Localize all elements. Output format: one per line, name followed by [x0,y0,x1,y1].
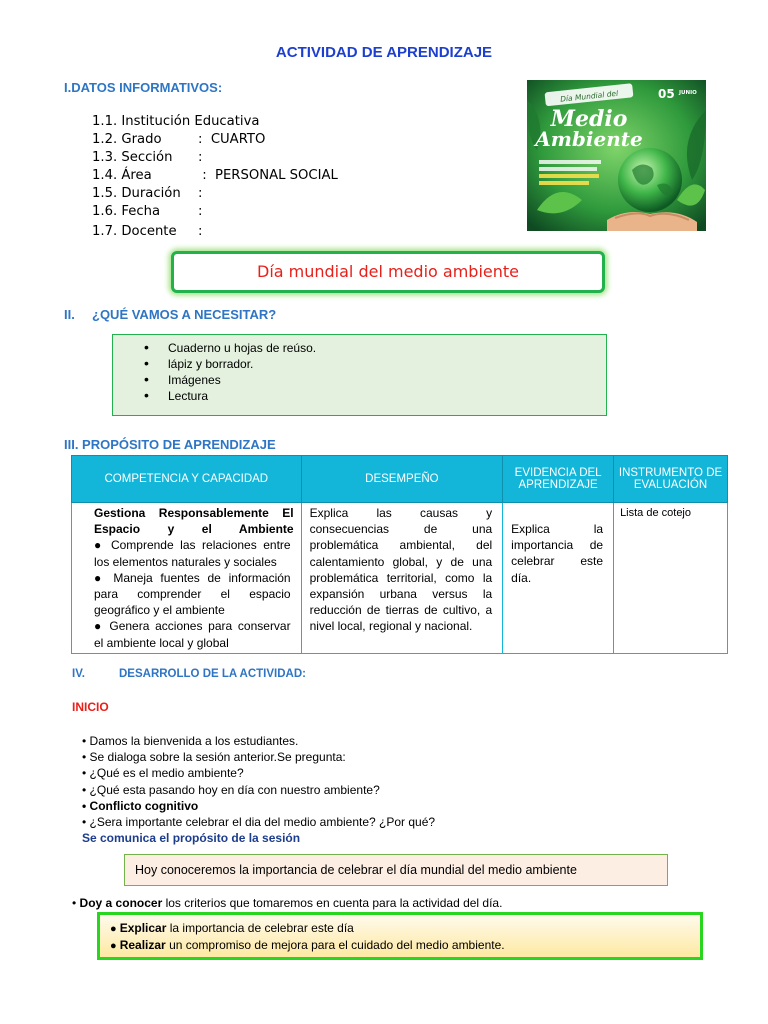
info-value: : [198,224,203,239]
criteria-item: ● Realizar un compromiso de mejora para el cuidado del medio ambiente. [110,937,700,954]
info-row [92,223,338,241]
activity-title-box: Día mundial del medio ambiente [171,251,605,293]
info-label: 1.4. Área [92,168,152,183]
page-title: ACTIVIDAD DE APRENDIZAJE [275,44,493,61]
header-instrumento: INSTRUMENTO DE EVALUACIÓN [614,456,728,503]
info-label: 1.7. Docente [92,224,177,239]
table-row [72,503,728,654]
info-value: : [198,186,203,201]
info-row [92,167,338,185]
list-item: • ¿Sera importante celebrar el dia del medio ambiente? ¿Por qué? [82,814,435,830]
instrumento-cell: Lista de cotejo [614,503,728,654]
poster-date-number: 05 [658,87,675,101]
desempeno-cell: Explica las causas y consecuencias de una problemática ambiental, del calentamiento global, y de una problemática territorial, como la expansión urbana versus la reducción de tierras de cultivo, a nivel local, regional y nacional. [301,503,503,654]
capacidad-item: ● Comprende las relaciones entre los elementos naturales y sociales [94,538,291,569]
doy-rest: los criterios que tomaremos en cuenta para la actividad del día. [162,896,503,910]
info-value: : CUARTO [198,132,266,147]
competencia-cell [72,503,302,654]
inicio-label: INICIO [72,700,109,714]
info-list [92,113,338,241]
poster-line1: Día Mundial del [559,88,619,104]
purpose-table [71,455,728,654]
environment-day-poster [527,80,706,231]
header-desempeno: DESEMPEÑO [301,456,503,503]
materials-list [113,335,606,404]
info-row [92,203,338,221]
info-value: : [198,204,203,219]
section-desarrollo-number: IV. [72,668,86,680]
list-item: • Conflicto cognitivo [82,798,435,814]
header-evidencia: EVIDENCIA DEL APRENDIZAJE [503,456,614,503]
info-row [92,149,338,167]
poster-line3: Ambiente [535,127,643,151]
info-label: 1.5. Duración [92,186,181,201]
info-label: 1.2. Grado [92,132,162,147]
poster-line2: Medio [550,106,628,132]
info-row [92,131,338,149]
materials-box [112,334,607,416]
list-item: • Damos la bienvenida a los estudiantes. [82,733,435,749]
inicio-list [82,733,435,830]
section-proposito-heading: III. PROPÓSITO DE APRENDIZAJE [64,437,276,452]
purpose-scroll-box: Hoy conoceremos la importancia de celebrar el día mundial del medio ambiente [124,854,668,886]
header-competencia: COMPETENCIA Y CAPACIDAD [72,456,302,503]
section-necesitar-heading: ¿QUÉ VAMOS A NECESITAR? [92,307,277,322]
capacidad-item: ● Maneja fuentes de información para comprender el espacio geográfico y el ambiente [94,570,291,618]
list-item: • Cuaderno u hojas de reúso. [168,340,606,356]
info-row [92,113,338,131]
criteria-box [97,912,703,960]
info-value: : PERSONAL SOCIAL [198,168,338,183]
section-necesitar-number: II. [64,307,75,322]
info-label: 1.3. Sección [92,150,173,165]
table-header-row [72,456,728,503]
list-item: • Imágenes [168,372,606,388]
info-row [92,185,338,203]
criteria-item: ● Explicar la importancia de celebrar este día [110,920,700,937]
capacidad-item: ● Genera acciones para conservar el ambiente local y global [94,619,291,650]
section-datos-heading: I.DATOS INFORMATIVOS: [64,80,223,95]
list-item: • Lectura [168,388,606,404]
list-item: • Se dialoga sobre la sesión anterior.Se pregunta: [82,749,435,765]
competencia-title: Gestiona Responsablemente El Espacio y el Ambiente [94,506,294,537]
info-label: 1.1. Institución Educativa [92,114,260,129]
list-item: • ¿Qué esta pasando hoy en día con nuestro ambiente? [82,782,435,798]
info-value: : [198,150,203,165]
doy-a-conocer-line: • Doy a conocer los criterios que tomaremos en cuenta para la actividad del día. [72,896,503,910]
evidencia-cell: Explica la importancia de celebrar este día. [503,503,614,654]
poster-date-month: JUNIO [679,90,697,96]
section-desarrollo-heading: DESARROLLO DE LA ACTIVIDAD: [119,668,306,680]
comunica-label: Se comunica el propósito de la sesión [82,831,301,845]
list-item: • lápiz y borrador. [168,356,606,372]
info-label: 1.6. Fecha [92,204,161,219]
list-item: • ¿Qué es el medio ambiente? [82,765,435,781]
doy-bold: Doy a conocer [79,896,163,910]
